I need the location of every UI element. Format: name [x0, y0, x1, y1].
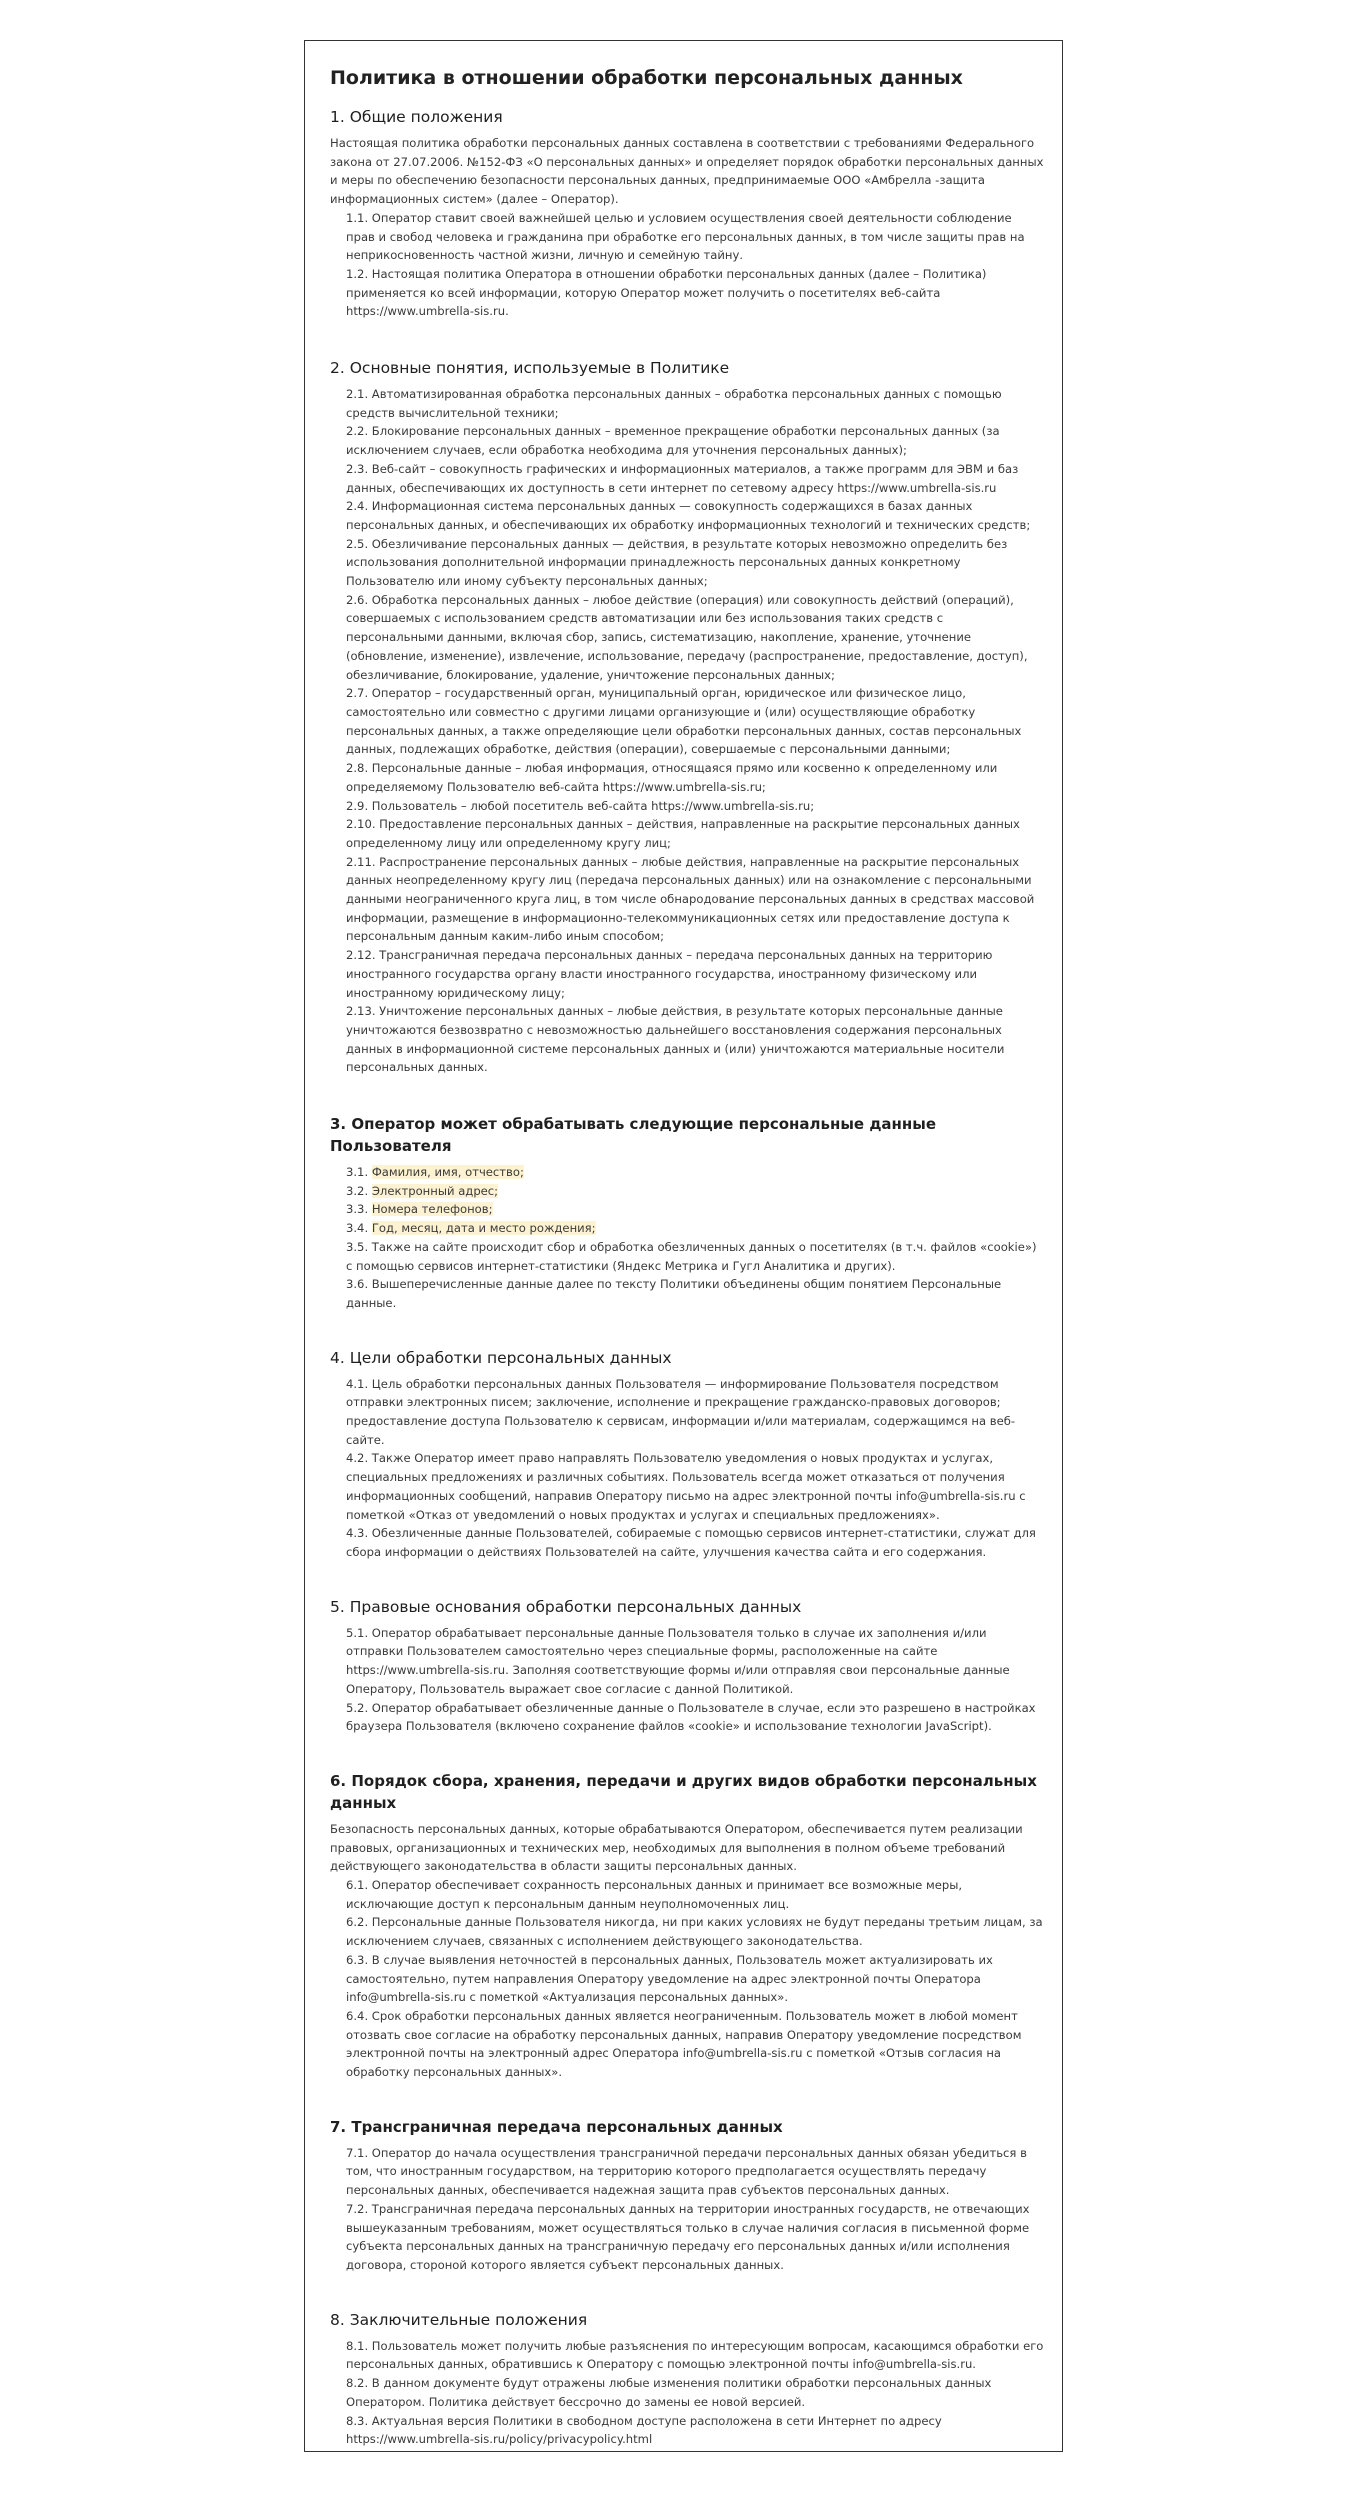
list-item: 4.2. Также Оператор имеет право направлять Пользователю уведомления о новых продуктах и услугах, специальных предложениях и различных событиях. Пользователь всегда может отказаться от получения информационных сообщений, направив Оператору письмо на адрес электронной почты info@umbrella-sis.ru с пометкой «Отказ от уведомлений о новых продуктах и услугах и специальных предложениях».	[346, 1451, 1026, 1522]
section-items	[330, 1876, 1044, 2082]
section-intro: Настоящая политика обработки персональных данных составлена в соответствии с требованиями Федерального закона от 27.07.2006. №152-ФЗ «О персональных данных» и определяет порядок обработки персональных данных и меры по обеспечению безопасности персональных данных, предпринимаемые ООО «Амбрелла -защита информационных систем» (далее – Оператор).	[330, 136, 1044, 207]
highlighted-text: Год, месяц, дата и место рождения;	[371, 1221, 596, 1236]
page-title: Политика в отношении обработки персональных данных	[330, 67, 963, 89]
section-heading: 3. Оператор может обрабатывать следующие персональные данные Пользователя	[330, 1115, 937, 1156]
list-item: 3.3. Номера телефонов;	[346, 1202, 493, 1217]
section-items	[330, 1624, 1044, 1736]
section-purposes	[330, 1347, 1044, 1562]
highlighted-text: Номера телефонов;	[371, 1202, 493, 1217]
highlighted-text: Фамилия, имя, отчество;	[371, 1165, 524, 1180]
policy-document	[304, 40, 1063, 2452]
list-item: 6.3. В случае выявления неточностей в персональных данных, Пользователь может актуализировать их самостоятельно, путем направления Оператору уведомление на адрес электронной почты Оператора info@umbrella-sis.ru с пометкой «Актуализация персональных данных».	[346, 1952, 993, 2005]
list-item: 8.1. Пользователь может получить любые разъяснения по интересующим вопросам, касающимся обработки его персональных данных, обратившись к Оператору с помощью электронной почты info@umbrella-sis.ru.	[346, 2338, 1044, 2372]
section-items	[330, 2144, 1044, 2275]
section-items	[330, 385, 1044, 1077]
section-items	[330, 209, 1044, 321]
list-item: 2.12. Трансграничная передача персональных данных – передача персональных данных на территорию иностранного государства органу власти иностранного государства, иностранному физическому или иностранному юридическому лицу;	[346, 948, 993, 1000]
list-item: 1.2. Настоящая политика Оператора в отношении обработки персональных данных (далее – Политика) применяется ко всей информации, которую Оператор может получить о посетителях веб-сайта https://www.umbrella-sis.ru.	[346, 266, 987, 319]
list-item: 3.5. Также на сайте происходит сбор и обработка обезличенных данных о посетителях (в т.ч. файлов «cookie») с помощью сервисов интернет-статистики (Яндекс Метрика и Гугл Аналитика и других).	[346, 1239, 1037, 1273]
list-item: 7.1. Оператор до начала осуществления трансграничной передачи персональных данных обязан убедиться в том, что иностранным государством, на территорию которого предполагается осуществлять передачу персональных данных, обеспечивается надежная защита прав субъектов персональных данных.	[346, 2145, 1027, 2198]
section-heading: 6. Порядок сбора, хранения, передачи и других видов обработки персональных данных	[330, 1771, 1037, 1812]
list-item: 3.1. Фамилия, имя, отчество;	[346, 1165, 524, 1180]
section-definitions	[330, 357, 1044, 1077]
list-item: 1.1. Оператор ставит своей важнейшей целью и условием осуществления своей деятельности соблюдение прав и свобод человека и гражданина при обработке его персональных данных, в том числе защиты прав на неприкосновенность частной жизни, личную и семейную тайну.	[346, 210, 1025, 263]
section-final	[330, 2309, 1044, 2449]
list-item: 2.13. Уничтожение персональных данных – любые действия, в результате которых персональные данные уничтожаются безвозвратно с невозможностью дальнейшего восстановления содержания персональных данных в информационной системе персональных данных и (или) уничтожаются материальные носители персональных данных.	[346, 1004, 1005, 1075]
list-item: 6.2. Персональные данные Пользователя никогда, ни при каких условиях не будут переданы третьим лицам, за исключением случаев, связанных с исполнением действующего законодательства.	[346, 1915, 1043, 1949]
section-heading: 1. Общие положения	[330, 108, 503, 126]
list-item: 2.7. Оператор – государственный орган, муниципальный орган, юридическое или физическое лицо, самостоятельно или совместно с другими лицами организующие и (или) осуществляющие обработку персональных данных, а также определяющие цели обработки персональных данных, состав персональных данных, подлежащих обработке, действия (операции), совершаемые с персональными данными;	[346, 686, 1022, 757]
list-item: 2.2. Блокирование персональных данных – временное прекращение обработки персональных данных (за исключением случаев, если обработка необходима для уточнения персональных данных);	[346, 424, 1000, 458]
list-item: 6.4. Срок обработки персональных данных является неограниченным. Пользователь может в любой момент отозвать свое согласие на обработку персональных данных, направив Оператору уведомление посредством электронной почты на электронный адрес Оператора info@umbrella-sis.ru с пометкой «Отзыв согласия на обработку персональных данных».	[346, 2008, 1022, 2080]
section-heading: 4. Цели обработки персональных данных	[330, 1348, 672, 1367]
list-item: 2.1. Автоматизированная обработка персональных данных – обработка персональных данных с помощью средств вычислительной техники;	[346, 387, 1002, 420]
list-item: 3.2. Электронный адрес;	[346, 1183, 499, 1198]
section-heading: 8. Заключительные положения	[330, 2310, 588, 2329]
section-general	[330, 106, 1044, 321]
list-item: 2.10. Предоставление персональных данных – действия, направленные на раскрытие персональных данных определенному лицу или определенному кругу лиц;	[346, 817, 1020, 850]
list-item: 4.1. Цель обработки персональных данных Пользователя — информирование Пользователя посредством отправки электронных писем; заключение, исполнение и прекращение гражданско-правовых договоров; предоставление доступа Пользователю к сервисам, информации и/или материалам, содержащимся на веб-сайте.	[346, 1376, 1016, 1447]
section-personal-data	[330, 1113, 1044, 1313]
section-items	[330, 2337, 1044, 2449]
section-heading: 7. Трансграничная передача персональных данных	[330, 2117, 783, 2136]
section-cross-border	[330, 2116, 1044, 2275]
section-heading: 2. Основные понятия, используемые в Политике	[330, 359, 730, 378]
list-item: 3.6. Вышеперечисленные данные далее по тексту Политики объединены общим понятием Персональные данные.	[346, 1277, 1002, 1310]
list-item: 4.3. Обезличенные данные Пользователей, собираемые с помощью сервисов интернет-статистики, служат для сбора информации о действиях Пользователей на сайте, улучшения качества сайта и его содержания.	[346, 1526, 1036, 1559]
list-item: 5.1. Оператор обрабатывает персональные данные Пользователя только в случае их заполнения и/или отправки Пользователем самостоятельно через специальные формы, расположенные на сайте https://www.umbrella-sis.ru. Заполняя соответствующие формы и/или отправляя свои персональные данные Оператору, Пользователь выражает свое согласие с данной Политикой.	[346, 1625, 1010, 1696]
list-item: 6.1. Оператор обеспечивает сохранность персональных данных и принимает все возможные меры, исключающие доступ к персональным данным неуполномоченных лиц.	[346, 1878, 963, 1911]
list-item: 8.3. Актуальная версия Политики в свободном доступе расположена в сети Интернет по адресу https://www.umbrella-sis.ru/policy/privacypolicy.html	[346, 2413, 942, 2447]
section-processing-order	[330, 1770, 1044, 2082]
list-item: 2.5. Обезличивание персональных данных — действия, в результате которых невозможно определить без использования дополнительной информации принадлежность персональных данных конкретному Пользователю или иному субъекту персональных данных;	[346, 536, 1008, 589]
list-item: 8.2. В данном документе будут отражены любые изменения политики обработки персональных данных Оператором. Политика действует бессрочно до замены ее новой версией.	[346, 2376, 992, 2409]
section-intro: Безопасность персональных данных, которые обрабатываются Оператором, обеспечивается путем реализации правовых, организационных и технических мер, необходимых для выполнения в полном объеме требований действующего законодательства в области защиты персональных данных.	[330, 1821, 1023, 1874]
section-items	[330, 1375, 1044, 1562]
list-item: 2.8. Персональные данные – любая информация, относящаяся прямо или косвенно к определенному или определяемому Пользователю веб-сайта https://www.umbrella-sis.ru;	[346, 761, 998, 794]
list-item: 2.9. Пользователь – любой посетитель веб-сайта https://www.umbrella-sis.ru;	[346, 798, 815, 813]
list-item: 3.4. Год, месяц, дата и место рождения;	[346, 1221, 596, 1236]
list-item: 2.3. Веб-сайт – совокупность графических и информационных материалов, а также программ для ЭВМ и баз данных, обеспечивающих их доступность в сети интернет по сетевому адресу https://www.umbrella-sis.ru	[346, 461, 1019, 495]
list-item: 2.6. Обработка персональных данных – любое действие (операция) или совокупность действий (операций), совершаемых с использованием средств автоматизации или без использования таких средств с персональными данными, включая сбор, запись, систематизацию, накопление, хранение, уточнение (обновление, изменение), извлечение, использование, передачу (распространение, предоставление, доступ), обезличивание, блокирование, удаление, уничтожение персональных данных;	[346, 592, 1028, 682]
section-legal-basis	[330, 1596, 1044, 1736]
list-item: 7.2. Трансграничная передача персональных данных на территории иностранных государств, не отвечающих вышеуказанным требованиям, может осуществляться только в случае наличия согласия в письменной форме субъекта персональных данных на трансграничную передачу его персональных данных и/или исполнения договора, стороной которого является субъект персональных данных.	[346, 2201, 1030, 2272]
section-items	[330, 1163, 1044, 1313]
list-item: 2.4. Информационная система персональных данных — совокупность содержащихся в базах данных персональных данных, и обеспечивающих их обработку информационных технологий и технических средств;	[346, 499, 1031, 532]
list-item: 5.2. Оператор обрабатывает обезличенные данные о Пользователе в случае, если это разрешено в настройках браузера Пользователя (включено сохранение файлов «cookie» и использование технологии JavaScript).	[346, 1700, 1036, 1734]
highlighted-text: Электронный адрес;	[371, 1183, 499, 1198]
list-item: 2.11. Распространение персональных данных – любые действия, направленные на раскрытие персональных данных неопределенному кругу лиц (передача персональных данных) или на ознакомление с персональными данными неограниченного круга лиц, в том числе обнародование персональных данных в средствах массовой информации, размещение в информационно-телекоммуникационных сетях или предоставление доступа к персональным данным каким-либо иным способом;	[346, 854, 1035, 944]
section-heading: 5. Правовые основания обработки персональных данных	[330, 1597, 802, 1616]
